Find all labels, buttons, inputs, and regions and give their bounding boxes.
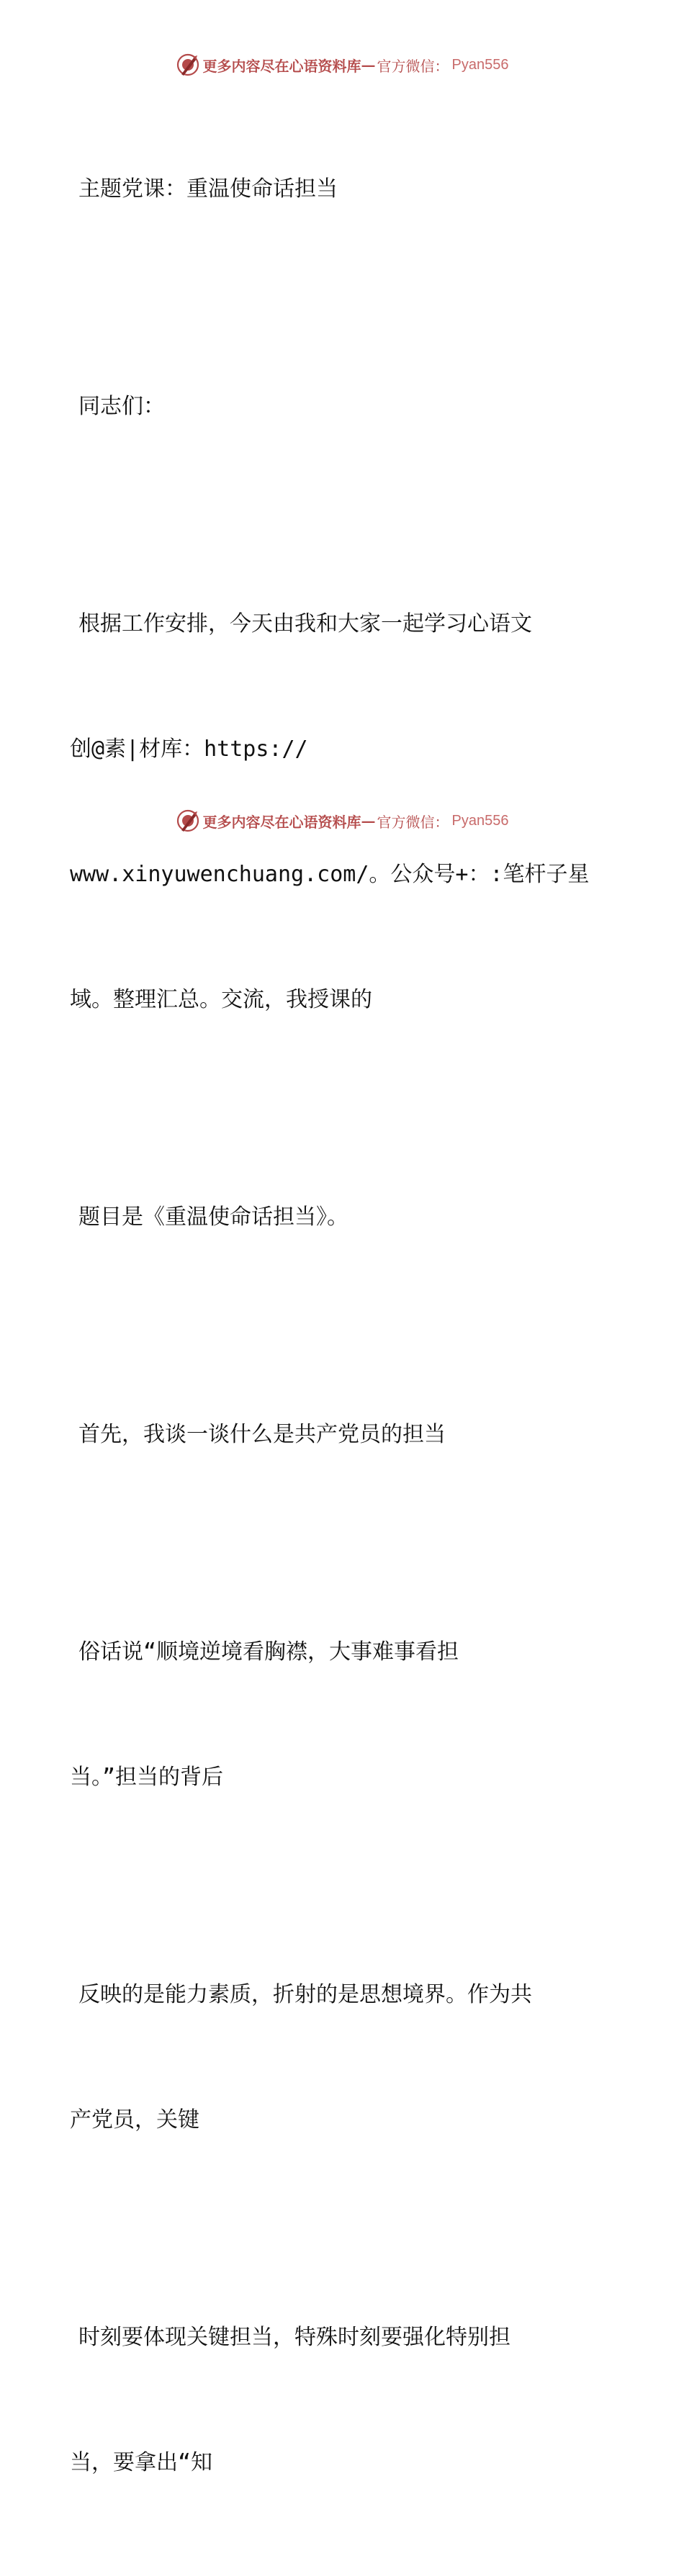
paragraph-line: 俗话说“顺境逆境看胸襟，大事难事看担 — [78, 1639, 459, 1665]
paragraph-line: 域。整理汇总。交流，我授课的 — [70, 987, 372, 1012]
title-line: 主题党课：重温使命话担当 — [78, 176, 338, 202]
watermark-separator: — — [361, 56, 376, 73]
watermark-wechat-id: Pyan556 — [451, 56, 509, 73]
paragraph-line: 首先，我谈一谈什么是共产党员的担当 — [78, 1422, 446, 1447]
paragraph-4 — [70, 1548, 603, 1882]
quill-pen-icon — [176, 53, 200, 77]
paragraph-2 — [70, 1113, 603, 1322]
paragraph-6 — [70, 2233, 603, 2567]
quill-pen-icon — [176, 809, 200, 833]
paragraph-3 — [70, 1330, 603, 1539]
watermark-wechat-label: 官方微信： — [377, 813, 449, 831]
paragraph-line: 时刻要体现关键担当，特殊时刻要强化特别担 — [78, 2325, 510, 2350]
watermark-wechat-label: 官方微信： — [377, 57, 449, 75]
watermark-separator: — — [361, 812, 376, 829]
paragraph-line: 题目是《重温使命话担当》。 — [78, 1204, 348, 1230]
paragraph-line: 创@素|材库：https:// — [70, 737, 308, 762]
document-body — [70, 85, 603, 2576]
greeting-line: 同志们： — [78, 394, 165, 419]
greeting-paragraph — [70, 302, 603, 511]
paragraph-line: www.xinyuwenchuang.com/。公众号+：:笔杆子星 — [70, 862, 590, 887]
watermark-wechat-id: Pyan556 — [451, 812, 509, 829]
footer-watermark — [0, 806, 684, 835]
paragraph-line: 当。”担当的背后 — [70, 1765, 224, 1790]
watermark-text: 更多内容尽在心语资料库 — [202, 57, 361, 75]
paragraph-line: 根据工作安排，今天由我和大家一起学习心语文 — [78, 611, 532, 636]
document-title — [70, 85, 603, 294]
header-watermark — [0, 50, 684, 79]
paragraph-line: 产党员，关键 — [70, 2107, 199, 2133]
watermark-text: 更多内容尽在心语资料库 — [202, 813, 361, 831]
paragraph-5 — [70, 1891, 603, 2225]
paragraph-line: 当，要拿出“知 — [70, 2450, 213, 2475]
paragraph-line: 反映的是能力素质，折射的是思想境界。作为共 — [78, 1982, 532, 2007]
